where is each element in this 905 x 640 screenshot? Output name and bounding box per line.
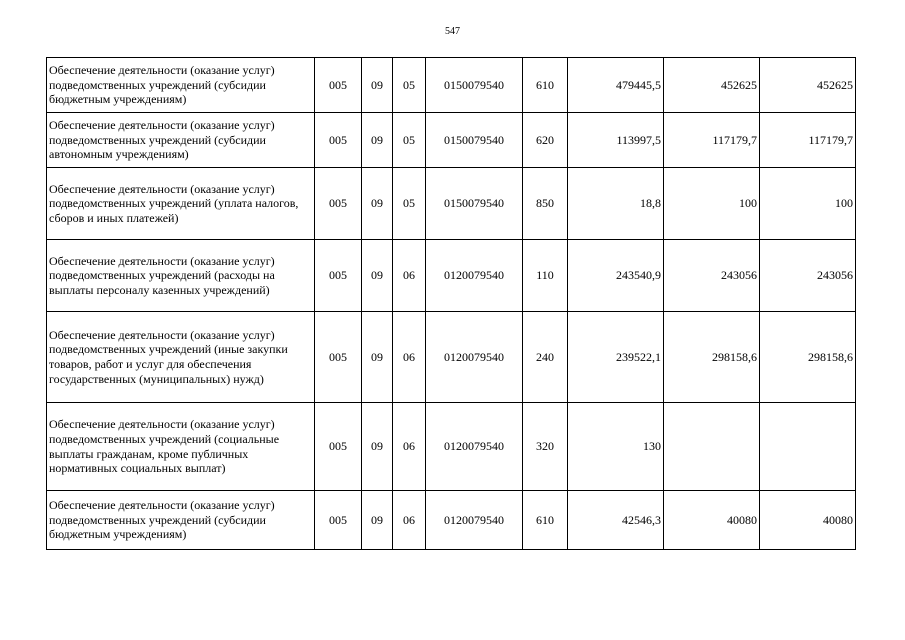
amount-year-2: 40080 <box>664 491 760 550</box>
section-code: 09 <box>362 312 393 403</box>
section-code: 09 <box>362 403 393 491</box>
table-row <box>47 491 856 550</box>
target-article-code: 0150079540 <box>426 168 523 240</box>
amount-year-2: 298158,6 <box>664 312 760 403</box>
subsection-code: 06 <box>393 312 426 403</box>
target-article-code: 0120079540 <box>426 403 523 491</box>
budget-table <box>46 57 856 550</box>
amount-year-3: 298158,6 <box>760 312 856 403</box>
expense-type-code: 110 <box>523 240 568 312</box>
row-description: Обеспечение деятельности (оказание услуг) подведомственных учреждений (субсидии бюджетным учреждениям) <box>47 491 315 550</box>
expense-type-code: 850 <box>523 168 568 240</box>
expense-type-code: 620 <box>523 113 568 168</box>
subsection-code: 06 <box>393 240 426 312</box>
ministry-code: 005 <box>315 58 362 113</box>
expense-type-code: 240 <box>523 312 568 403</box>
amount-year-1: 18,8 <box>568 168 664 240</box>
subsection-code: 05 <box>393 58 426 113</box>
table-row <box>47 168 856 240</box>
subsection-code: 05 <box>393 113 426 168</box>
table-row <box>47 58 856 113</box>
row-description: Обеспечение деятельности (оказание услуг) подведомственных учреждений (субсидии бюджетным учреждениям) <box>47 58 315 113</box>
ministry-code: 005 <box>315 240 362 312</box>
amount-year-1: 130 <box>568 403 664 491</box>
amount-year-3 <box>760 403 856 491</box>
expense-type-code: 610 <box>523 58 568 113</box>
target-article-code: 0150079540 <box>426 113 523 168</box>
amount-year-2: 243056 <box>664 240 760 312</box>
row-description: Обеспечение деятельности (оказание услуг) подведомственных учреждений (иные закупки товаров, работ и услуг для обеспечения государственных (муниципальных) нужд) <box>47 312 315 403</box>
ministry-code: 005 <box>315 491 362 550</box>
amount-year-3: 100 <box>760 168 856 240</box>
table-row <box>47 312 856 403</box>
ministry-code: 005 <box>315 312 362 403</box>
table-row <box>47 403 856 491</box>
amount-year-1: 243540,9 <box>568 240 664 312</box>
section-code: 09 <box>362 491 393 550</box>
expense-type-code: 320 <box>523 403 568 491</box>
amount-year-1: 239522,1 <box>568 312 664 403</box>
row-description: Обеспечение деятельности (оказание услуг) подведомственных учреждений (уплата налогов, сборов и иных платежей) <box>47 168 315 240</box>
ministry-code: 005 <box>315 113 362 168</box>
ministry-code: 005 <box>315 403 362 491</box>
section-code: 09 <box>362 58 393 113</box>
amount-year-3: 40080 <box>760 491 856 550</box>
table-row <box>47 113 856 168</box>
target-article-code: 0150079540 <box>426 58 523 113</box>
row-description: Обеспечение деятельности (оказание услуг) подведомственных учреждений (расходы на выплаты персоналу казенных учреждений) <box>47 240 315 312</box>
section-code: 09 <box>362 168 393 240</box>
amount-year-1: 479445,5 <box>568 58 664 113</box>
table-row <box>47 240 856 312</box>
subsection-code: 06 <box>393 403 426 491</box>
subsection-code: 05 <box>393 168 426 240</box>
amount-year-3: 243056 <box>760 240 856 312</box>
subsection-code: 06 <box>393 491 426 550</box>
target-article-code: 0120079540 <box>426 312 523 403</box>
amount-year-1: 42546,3 <box>568 491 664 550</box>
expense-type-code: 610 <box>523 491 568 550</box>
target-article-code: 0120079540 <box>426 491 523 550</box>
section-code: 09 <box>362 113 393 168</box>
amount-year-2: 452625 <box>664 58 760 113</box>
page-number: 547 <box>445 26 460 37</box>
amount-year-1: 113997,5 <box>568 113 664 168</box>
amount-year-2: 117179,7 <box>664 113 760 168</box>
target-article-code: 0120079540 <box>426 240 523 312</box>
amount-year-3: 117179,7 <box>760 113 856 168</box>
amount-year-2: 100 <box>664 168 760 240</box>
row-description: Обеспечение деятельности (оказание услуг) подведомственных учреждений (социальные выплаты гражданам, кроме публичных нормативных социальных выплат) <box>47 403 315 491</box>
row-description: Обеспечение деятельности (оказание услуг) подведомственных учреждений (субсидии автономным учреждениям) <box>47 113 315 168</box>
ministry-code: 005 <box>315 168 362 240</box>
amount-year-2 <box>664 403 760 491</box>
section-code: 09 <box>362 240 393 312</box>
amount-year-3: 452625 <box>760 58 856 113</box>
